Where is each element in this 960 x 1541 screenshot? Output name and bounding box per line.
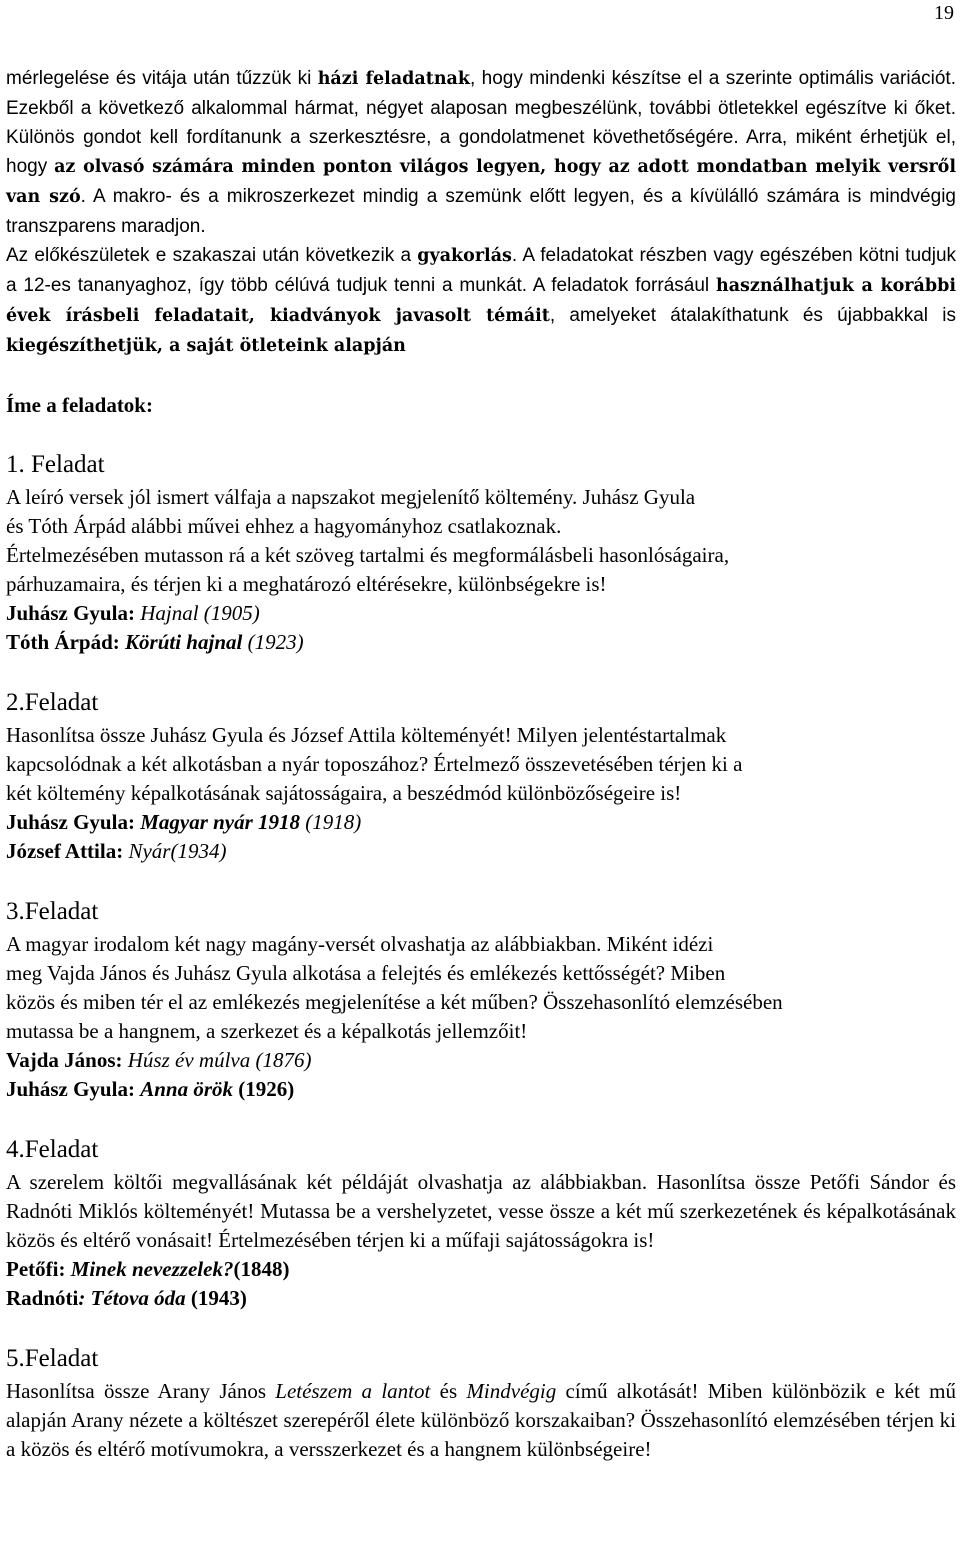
- work-year: (1926): [233, 1077, 295, 1101]
- task-line: kapcsolódnak a két alkotásban a nyár toposzához? Értelmező összevetésében térjen ki a: [6, 752, 743, 776]
- task-text-part: és: [430, 1379, 467, 1403]
- task-4: [6, 1134, 956, 1313]
- tasks-heading: Íme a feladatok:: [6, 393, 153, 417]
- task-line: A magyar irodalom két nagy magány-versét olvashatja az alábbiakban. Miként idézi: [6, 932, 714, 956]
- task-5: [6, 1343, 956, 1464]
- work-title: Letészem a lantot: [275, 1379, 431, 1403]
- work-author: Juhász Gyula:: [6, 810, 141, 834]
- work-author: Petőfi:: [6, 1257, 71, 1281]
- work-title: Nyár: [128, 839, 171, 863]
- work-author: Radnóti: [6, 1286, 79, 1310]
- task-text: [6, 1377, 956, 1464]
- intro-text: . A feladatokat részben vagy egészében kötni tudjuk a 12-es tananyaghoz, így több célúvá tudjuk tenni a munkát. A feladatok forrásául: [6, 245, 957, 296]
- intro-emphasis: gyakorlás: [417, 246, 512, 266]
- task-text: A szerelem költői megvallásának két példáját olvashatja az alábbiakban. Hasonlítsa össze Petőfi Sándor és Radnóti Miklós költeményét! Mutassa be a vershelyzetet, vesse össze a két mű szerkezetének és képalkotásának közös és eltérő vonásait! Értelmezésében térjen ki a műfaji sajátosságokra is!: [6, 1170, 956, 1252]
- task-title: 3.Feladat: [6, 898, 99, 925]
- work-title: Mindvégig: [466, 1379, 557, 1403]
- work-reference: [6, 1046, 956, 1075]
- work-title: Minek nevezzelek?: [70, 1257, 234, 1281]
- task-text-part: című alkotását! Miben különbözik e két mű alapján Arany nézete a költészet szerepéről élete különböző korszakaiban? Összehasonlító elemzésében térjen ki a közös és eltérő motívumokra, a versszerkezet és a hangnem különbségeire!: [6, 1379, 957, 1461]
- intro-text: mérlegelése és vitája után tűzzük ki: [6, 68, 318, 89]
- work-title: Körúti hajnal: [125, 630, 243, 654]
- intro-emphasis: használhatjuk a korábbi évek írásbeli feladatait, kiadványok javasolt témáit: [6, 276, 956, 326]
- work-year: (1943): [185, 1286, 247, 1310]
- work-title: : Tétova óda: [78, 1286, 186, 1310]
- intro-emphasis: kiegészíthetjük, a saját ötleteink alapján: [6, 336, 406, 356]
- task-title: 2.Feladat: [6, 689, 99, 716]
- intro-text: , hogy mindenki készítse el a szerinte optimális variációt. Ezekből a következő alkalommal hármat, négyet alaposan megbeszélünk, további ötletekkel egészítve ki őket. Különös gondot kell fordítanunk a szerkesztésre, a gondolatmenet követhetőségére. Arra, miként érhetjük el, hogy: [6, 68, 956, 177]
- intro-emphasis: az olvasó számára minden ponton világos legyen, hogy az adott mondatban melyik versről van szó: [6, 157, 956, 207]
- task-line: A leíró versek jól ismert válfaja a napszakot megjelenítő költemény. Juhász Gyula: [6, 485, 696, 509]
- task-title: 1. Feladat: [6, 451, 105, 478]
- task-line: két költemény képalkotásának sajátosságaira, a beszédmód különbözőségeire is!: [6, 781, 682, 805]
- work-author: Vajda János:: [6, 1048, 128, 1072]
- task-line: mutassa be a hangnem, a szerkezet és a képalkotás jellemzőit!: [6, 1019, 528, 1043]
- work-reference: [6, 1075, 956, 1104]
- work-author: Juhász Gyula:: [6, 601, 141, 625]
- task-line: Értelmezésében mutasson rá a két szöveg tartalmi és megformálásbeli hasonlóságaira,: [6, 543, 730, 567]
- intro-emphasis: házi feladatnak: [317, 69, 471, 89]
- task-line: közös és miben tér el az emlékezés megjelenítése a két műben? Összehasonlító elemzésében: [6, 990, 783, 1014]
- work-reference: [6, 1284, 956, 1313]
- task-2: [6, 687, 956, 866]
- task-text-part: Hasonlítsa össze Arany János: [6, 1379, 276, 1403]
- page-number: 19: [934, 2, 954, 24]
- work-title: Hajnal: [140, 601, 199, 625]
- task-1: [6, 449, 956, 657]
- work-author: Juhász Gyula:: [6, 1077, 141, 1101]
- work-year: (1923): [242, 630, 304, 654]
- task-line: meg Vajda János és Juhász Gyula alkotása a felejtés és emlékezés kettősségét? Miben: [6, 961, 726, 985]
- task-title: 5.Feladat: [6, 1345, 99, 1372]
- intro-text: Az előkészületek e szakaszai után következik a: [6, 245, 418, 266]
- work-author: József Attila:: [6, 839, 129, 863]
- work-reference: [6, 599, 956, 628]
- document-body: [6, 64, 956, 1464]
- work-year: (1934): [170, 839, 227, 863]
- work-reference: [6, 1255, 956, 1284]
- work-title: Magyar nyár 1918: [140, 810, 301, 834]
- work-year: (1918): [300, 810, 362, 834]
- task-title: 4.Feladat: [6, 1136, 99, 1163]
- work-author: Tóth Árpád:: [6, 630, 126, 654]
- intro-paragraph-1: [6, 64, 956, 241]
- task-3: [6, 896, 956, 1104]
- intro-text: . A makro- és a mikroszerkezet mindig a szemünk előtt legyen, és a kívülálló számára is mindvégig transzparens maradjon.: [6, 186, 956, 237]
- task-line: párhuzamaira, és térjen ki a meghatározó eltérésekre, különbségekre is!: [6, 572, 607, 596]
- work-year: (1876): [250, 1048, 312, 1072]
- intro-text: , amelyeket átalakíthatunk és újabbakkal is: [549, 305, 956, 326]
- work-reference: [6, 628, 956, 657]
- work-year: (1848): [233, 1257, 290, 1281]
- task-line: és Tóth Árpád alábbi művei ehhez a hagyományhoz csatlakoznak.: [6, 514, 562, 538]
- work-year: (1905): [198, 601, 260, 625]
- work-title: Húsz év múlva: [127, 1048, 251, 1072]
- work-title: Anna örök: [140, 1077, 233, 1101]
- work-reference: [6, 837, 956, 866]
- work-reference: [6, 808, 956, 837]
- task-line: Hasonlítsa össze Juhász Gyula és József Attila költeményét! Milyen jelentéstartalmak: [6, 723, 727, 747]
- intro-paragraph-2: [6, 241, 956, 361]
